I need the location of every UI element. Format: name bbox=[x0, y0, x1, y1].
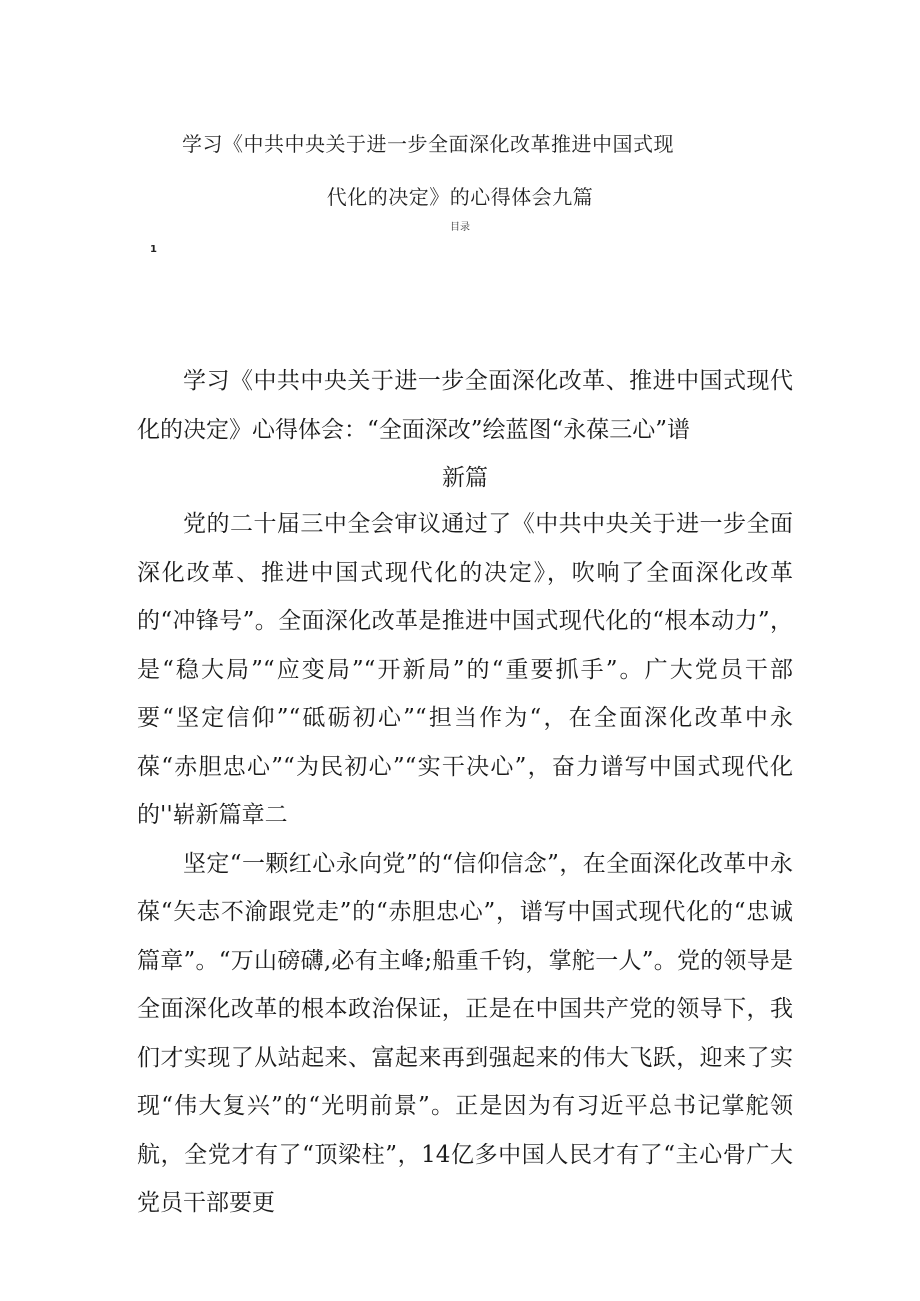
document-title-line-2: 代化的决定》的心得体会九篇 bbox=[326, 185, 594, 209]
section-heading-sub: 新篇 bbox=[442, 465, 488, 491]
body-paragraphs bbox=[137, 500, 793, 1228]
document-title-line-1: 学习《中共中央关于进一步全面深化改革推进中国式现 bbox=[182, 132, 674, 156]
paragraph-1: 党的二十届三中全会审议通过了《中共中央关于进一步全面深化改革、推进中国式现代化的决定》，吹响了全面深化改革的“冲锋号”。全面深化改革是推进中国式现代化的“根本动力”，是“稳大局”“应变局”“开新局”的“重要抓手”。广大党员干部要“坚定信仰”“砥砺初心”“担当作为“，在全面深化改革中永葆“赤胆忠心”“为民初心”“实干决心”，奋力谱写中国式现代化的''崭新篇章二 bbox=[137, 511, 793, 828]
section-heading-main: 学习《中共中央关于进一步全面深化改革、推进中国式现代化的决定》心得体会：“全面深改”绘蓝图“永葆三心”谱 bbox=[137, 368, 793, 443]
paragraph-2: 坚定“一颗红心永向党”的“信仰信念”，在全面深化改革中永葆“矢志不渝跟党走”的“赤胆忠心”，谱写中国式现代化的“忠诚篇章”。“万山磅礴,必有主峰;船重千钧，掌舵一人”。党的领导是全面深化改革的根本政治保证，正是在中国共产党的领导下，我们才实现了从站起来、富起来再到强起来的伟大飞跃，迎来了实现“伟大复兴”的“光明前景”。正是因为有习近平总书记掌舵领航，全党才有了“顶梁柱”，14亿多中国人民才有了“主心骨广大党员干部要更 bbox=[137, 850, 793, 1216]
section-heading bbox=[137, 357, 793, 503]
toc-label: 目录 bbox=[450, 222, 470, 233]
toc-entry[interactable]: 1 bbox=[150, 244, 157, 255]
